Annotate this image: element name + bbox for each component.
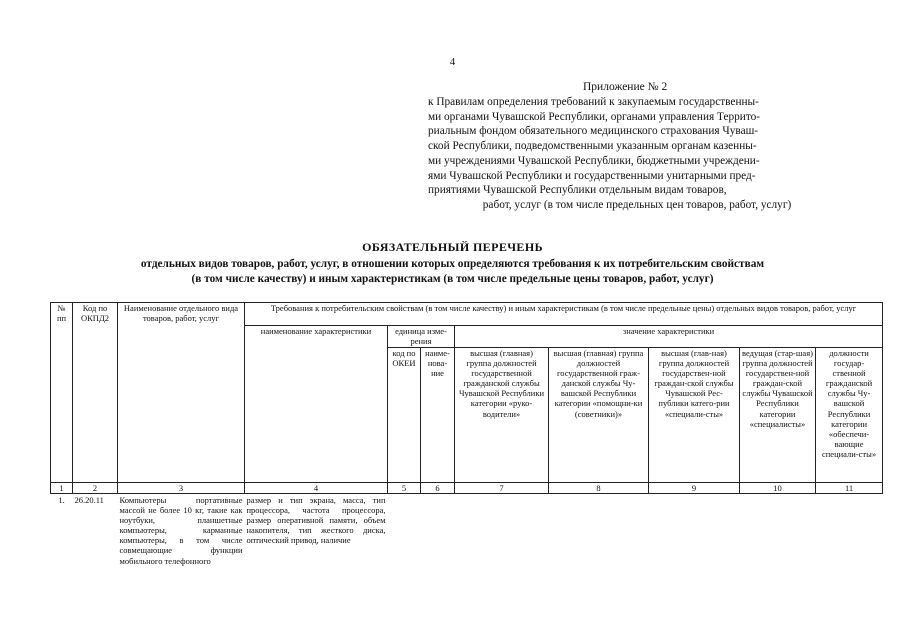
- appendix-line: риальным фондом обязательного медицинского страхования Чуваш-: [428, 125, 759, 138]
- appendix-line: работ, услуг (в том числе предельных цен товаров, работ, услуг): [482, 198, 792, 211]
- header-category-specialists-high: высшая (глав-ная) группа должностей государствен-ной граждан-ской службы Чувашской Рес-публики катего-рии «специали-сты»: [649, 348, 740, 483]
- column-number: 1: [51, 483, 73, 494]
- header-requirements: Требования к потребительским свойствам (в том числе качеству) и иным характеристикам (в том числе предельные цены) отдельных видов товаров, работ, услуг: [245, 303, 883, 326]
- page-number: 4: [449, 56, 456, 68]
- header-category-specialists-lead: ведущая (стар-шая) группа должностей государствен-ной граждан-ской службы Чувашской Республики категории «специалисты»: [740, 348, 816, 483]
- header-char-name: наименование характеристики: [245, 326, 388, 483]
- appendix-text: [428, 95, 846, 213]
- header-okpd: Код по ОКПД2: [73, 303, 118, 483]
- column-number: 10: [740, 483, 816, 494]
- column-number: 3: [118, 483, 245, 494]
- document-subtitle: (в том числе качеству) и иным характеристикам (в том числе предельные цены товаров, работ, услуг): [191, 273, 714, 285]
- header-char-value: значение характеристики: [455, 326, 883, 348]
- column-number: 4: [245, 483, 388, 494]
- header-unit-name: наиме-нова-ние: [421, 348, 455, 483]
- column-number: 2: [73, 483, 118, 494]
- row-characteristics: размер и тип экрана, масса, тип процессора, частота процессора, размер оперативной памяти, объем накопителя, тип жесткого диска, оптический привод, наличие: [246, 495, 386, 546]
- appendix-line: ями Чувашской Республики и государственными унитарными пред-: [428, 169, 756, 182]
- document-title: ОБЯЗАТЕЛЬНЫЙ ПЕРЕЧЕНЬ: [362, 240, 543, 254]
- appendix-line: приятиями Чувашской Республики отдельным видам товаров,: [428, 184, 727, 197]
- header-category-heads: высшая (главная) группа должностей государственной гражданской службы Чувашской Республики категории «руко-водители»: [455, 348, 549, 483]
- column-number: 8: [549, 483, 649, 494]
- column-number: 5: [388, 483, 421, 494]
- row-no: 1.: [58, 495, 65, 505]
- appendix-title: Приложение № 2: [583, 81, 668, 93]
- table-row: [51, 494, 883, 566]
- header-category-assistants: высшая (главная) группа должностей государственной граж-данской службы Чу-вашской Республики категории «помощни-ки (советники)»: [549, 348, 649, 483]
- requirements-table: [50, 302, 883, 566]
- row-okpd: 26.20.11: [74, 495, 104, 505]
- column-number: 7: [455, 483, 549, 494]
- header-okei: код по ОКЕИ: [388, 348, 421, 483]
- document-subtitle: отдельных видов товаров, работ, услуг, в отношении которых определяются требования к их потребительским свойствам: [140, 258, 765, 270]
- appendix-line: к Правилам определения требований к закупаемым государственны-: [428, 96, 759, 108]
- header-no: № пп: [51, 303, 73, 483]
- appendix-line: ми учреждениями Чувашской Республики, бюджетными учреждени-: [428, 154, 760, 167]
- column-number: 11: [816, 483, 883, 494]
- row-name: Компьютеры портативные массой не более 10 кг, такие как ноутбуки, планшетные компьютеры, карманные компьютеры, в том числе совмещающие функции мобильного телефонного: [119, 495, 243, 566]
- header-category-support: должности государ-ственной гражданской службы Чу-вашской Республики категории «обеспечи-вающие специали-сты»: [816, 348, 883, 483]
- column-number: 6: [421, 483, 455, 494]
- appendix-line: ской Республики, подведомственными указанным органам казенны-: [428, 140, 757, 153]
- column-number: 9: [649, 483, 740, 494]
- header-name: Наименование отдельного вида товаров, работ, услуг: [118, 303, 245, 483]
- header-unit: единица изме-рения: [388, 326, 455, 348]
- appendix-line: ми органами Чувашской Республики, органами управления Террито-: [428, 110, 761, 123]
